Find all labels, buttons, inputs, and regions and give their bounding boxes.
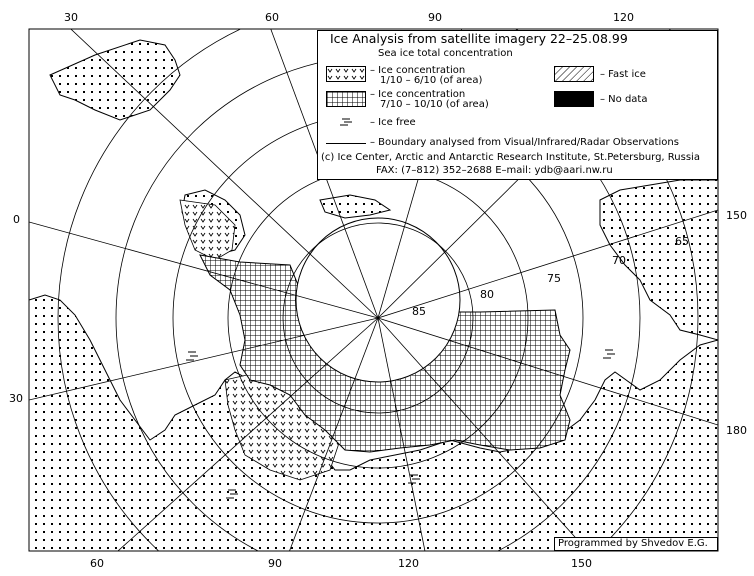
lon-label-right-150: 150 xyxy=(726,209,747,222)
legend-panel xyxy=(317,30,718,180)
lon-label-bottom-60: 60 xyxy=(90,557,104,570)
legend-fast-ice: – Fast ice xyxy=(600,69,646,80)
legend-low-line1: – Ice concentration xyxy=(370,65,466,76)
legend-title: Ice Analysis from satellite imagery 22–25.08.99 xyxy=(330,31,628,46)
legend-subtitle: Sea ice total concentration xyxy=(378,48,513,59)
latitude-label-65: 65 xyxy=(675,235,689,248)
lon-label-top-30: 30 xyxy=(64,11,78,24)
latitude-label-80: 80 xyxy=(480,288,494,301)
latitude-label-85: 85 xyxy=(412,305,426,318)
latitude-label-75: 75 xyxy=(547,272,561,285)
lon-label-left-30: 30 xyxy=(9,392,23,405)
legend-ice-free: – Ice free xyxy=(370,117,416,128)
lon-label-bottom-90: 90 xyxy=(268,557,282,570)
swatch-high-concentration xyxy=(326,91,366,107)
lon-label-top-90: 90 xyxy=(428,11,442,24)
legend-no-data: – No data xyxy=(600,94,648,105)
legend-high-line2: 7/10 – 10/10 (of area) xyxy=(380,99,489,110)
legend-low-line2: 1/10 – 6/10 (of area) xyxy=(380,75,483,86)
lon-label-left-0: 0 xyxy=(13,213,20,226)
lon-label-top-120: 120 xyxy=(613,11,634,24)
legend-contact: FAX: (7–812) 352–2688 E–mail: ydb@aari.nw.ru xyxy=(376,165,613,176)
lon-label-right-180: 180 xyxy=(726,424,747,437)
lon-label-bottom-120: 120 xyxy=(398,557,419,570)
swatch-ice-free xyxy=(340,116,356,131)
legend-copyright: (c) Ice Center, Arctic and Antarctic Research Institute, St.Petersburg, Russia xyxy=(321,152,700,163)
swatch-no-data xyxy=(554,91,594,107)
lon-label-bottom-150: 150 xyxy=(571,557,592,570)
legend-high-line1: – Ice concentration xyxy=(370,89,466,100)
legend-boundary: – Boundary analysed from Visual/Infrared/Radar Observations xyxy=(370,137,679,148)
swatch-fast-ice xyxy=(554,66,594,82)
credit-box: Programmed by Shvedov E.G. xyxy=(554,537,718,551)
swatch-boundary-line xyxy=(326,143,366,144)
latitude-label-70: 70 xyxy=(612,254,626,267)
lon-label-top-60: 60 xyxy=(265,11,279,24)
swatch-low-concentration xyxy=(326,66,366,82)
